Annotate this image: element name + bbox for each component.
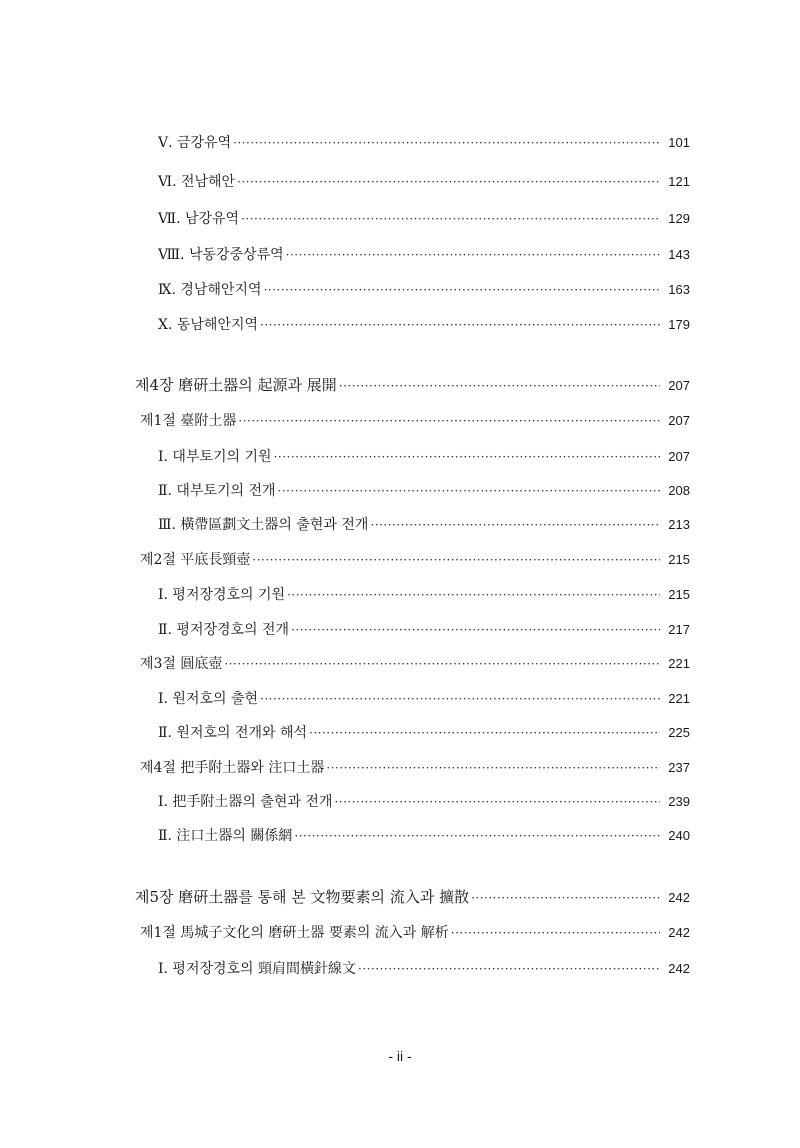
toc-entry xyxy=(158,172,690,192)
toc-entry-title: Ⅰ. 把手附土器의 출현과 전개 xyxy=(158,794,333,810)
toc-entry-page: 101 xyxy=(668,135,690,150)
toc-entry-page: 221 xyxy=(668,691,690,706)
leader-dots xyxy=(334,792,660,812)
leader-dots xyxy=(471,888,660,908)
toc-entry-title: Ⅱ. 원저호의 전개와 해석 xyxy=(158,725,308,741)
toc-entry-page: 221 xyxy=(668,656,690,671)
toc-entry-title: 제1절 馬城子文化의 磨硏土器 要素의 流入과 解析 xyxy=(140,925,449,941)
toc-section xyxy=(140,550,690,570)
toc-entry xyxy=(158,315,690,335)
toc-entry xyxy=(158,723,690,743)
leader-dots xyxy=(339,376,660,396)
leader-dots xyxy=(370,515,660,535)
toc-chapter xyxy=(135,887,690,908)
toc-entry-title: Ⅰ. 평저장경호의 기원 xyxy=(158,587,286,603)
toc-entry-title: 제1절 臺附土器 xyxy=(140,413,237,429)
toc-entry-page: 207 xyxy=(668,413,690,428)
toc-entry-title: Ⅴ. 금강유역 xyxy=(158,135,232,151)
leader-dots xyxy=(260,689,660,709)
toc-entry-page: 179 xyxy=(668,317,690,332)
toc-entry xyxy=(158,481,690,501)
toc-entry-title: Ⅱ. 注口土器의 關係網 xyxy=(158,828,293,844)
toc-entry-page: 240 xyxy=(668,828,690,843)
toc-entry xyxy=(158,620,690,640)
toc-section xyxy=(140,654,690,674)
toc-entry-page: 129 xyxy=(668,211,690,226)
leader-dots xyxy=(358,959,660,979)
leader-dots xyxy=(309,723,660,743)
toc-entry-page: 121 xyxy=(668,174,690,189)
toc-entry-title: 제4장 磨硏土器의 起源과 展開 xyxy=(135,376,337,394)
toc-entry-page: 242 xyxy=(668,961,690,976)
toc-entry-page: 225 xyxy=(668,725,690,740)
toc-entry-title: Ⅰ. 평저장경호의 頸肩間橫針線文 xyxy=(158,961,357,977)
toc-entry xyxy=(158,585,690,605)
toc-entry-title: 제2절 平底長頸壺 xyxy=(140,552,251,568)
toc-entry-title: Ⅵ. 전남해안 xyxy=(158,174,236,190)
toc-entry-title: 제4절 把手附土器와 注口土器 xyxy=(140,760,325,776)
leader-dots xyxy=(252,550,660,570)
toc-entry-title: 제3절 圓底壺 xyxy=(140,656,223,672)
leader-dots xyxy=(224,654,660,674)
leader-dots xyxy=(326,758,660,778)
toc-entry xyxy=(158,245,690,265)
toc-entry-title: 제5장 磨硏土器를 통해 본 文物要素의 流入과 擴散 xyxy=(135,888,470,906)
toc-entry-title: Ⅹ. 동남해안지역 xyxy=(158,317,259,333)
leader-dots xyxy=(233,133,660,153)
toc-entry xyxy=(158,515,690,535)
leader-dots xyxy=(264,280,661,300)
leader-dots xyxy=(278,481,661,501)
toc-chapter xyxy=(135,375,690,396)
toc-entry-title: Ⅷ. 낙동강중상류역 xyxy=(158,247,284,263)
toc-entry xyxy=(158,689,690,709)
toc-entry xyxy=(158,447,690,467)
leader-dots xyxy=(241,209,660,229)
leader-dots xyxy=(238,411,660,431)
toc-entry-page: 242 xyxy=(668,925,690,940)
toc-entry xyxy=(158,209,690,229)
toc-entry xyxy=(158,133,690,153)
toc-entry-page: 215 xyxy=(668,587,690,602)
leader-dots xyxy=(291,620,660,640)
toc-entry-title: Ⅰ. 대부토기의 기원 xyxy=(158,449,272,465)
toc-entry-title: Ⅰ. 원저호의 출현 xyxy=(158,691,259,707)
leader-dots xyxy=(451,923,661,943)
toc-section xyxy=(140,758,690,778)
toc-entry-title: Ⅲ. 橫帶區劃文土器의 출현과 전개 xyxy=(158,517,369,533)
toc-entry xyxy=(158,280,690,300)
toc-section xyxy=(140,411,690,431)
leader-dots xyxy=(237,172,660,192)
toc-entry-page: 239 xyxy=(668,794,690,809)
toc-entry-page: 208 xyxy=(668,483,690,498)
leader-dots xyxy=(294,826,660,846)
page-number-footer: - ii - xyxy=(388,1048,412,1064)
leader-dots xyxy=(286,245,661,265)
toc-entry-page: 207 xyxy=(668,378,690,393)
toc-entry-title: Ⅱ. 대부토기의 전개 xyxy=(158,483,276,499)
toc-entry xyxy=(158,959,690,979)
toc-entry-page: 163 xyxy=(668,282,690,297)
toc-entry-page: 217 xyxy=(668,622,690,637)
toc-entry-page: 207 xyxy=(668,449,690,464)
toc-entry-title: Ⅶ. 남강유역 xyxy=(158,211,240,227)
toc-entry-page: 213 xyxy=(668,517,690,532)
toc-entry-title: Ⅱ. 평저장경호의 전개 xyxy=(158,622,290,638)
toc-entry-page: 237 xyxy=(668,760,690,775)
leader-dots xyxy=(274,447,661,467)
toc-entry-page: 242 xyxy=(668,890,690,905)
toc-entry-page: 143 xyxy=(668,247,690,262)
toc-entry xyxy=(158,792,690,812)
toc-entry-page: 215 xyxy=(668,552,690,567)
leader-dots xyxy=(260,315,660,335)
toc-entry xyxy=(158,826,690,846)
toc-section xyxy=(140,923,690,943)
leader-dots xyxy=(287,585,660,605)
toc-entry-title: Ⅸ. 경남해안지역 xyxy=(158,282,262,298)
